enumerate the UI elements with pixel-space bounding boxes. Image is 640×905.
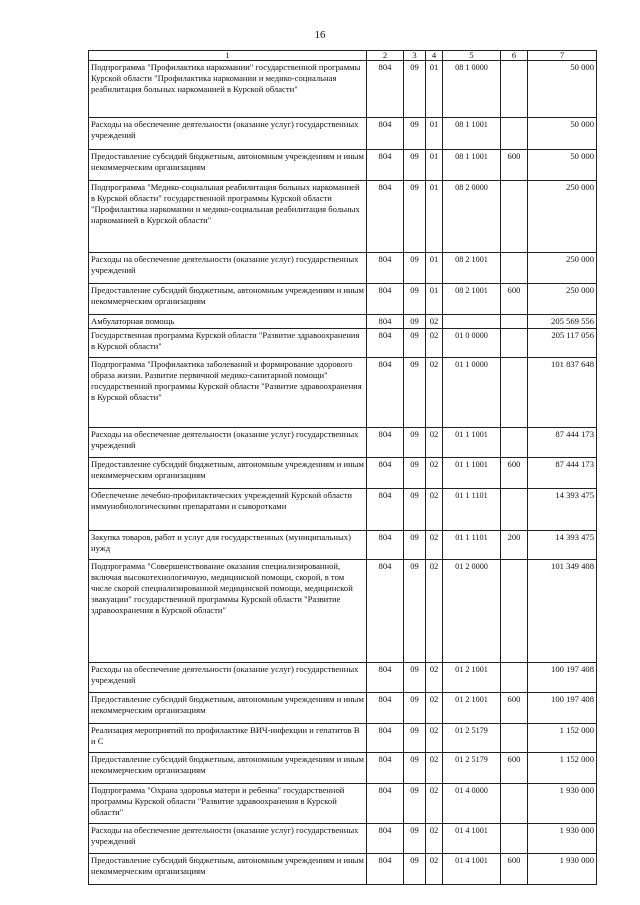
row-amount-cell: 205 569 556 <box>528 315 597 329</box>
row-subsection-cell: 02 <box>426 358 443 428</box>
header-cell: 1 <box>89 51 367 61</box>
row-amount-cell: 205 117 056 <box>528 329 597 358</box>
row-name-cell: Предоставление субсидий бюджетным, автономным учреждениям и иным некоммерческим организациям <box>89 284 367 315</box>
row-amount-cell: 50 000 <box>528 61 597 118</box>
row-name-cell: Предоставление субсидий бюджетным, автономным учреждениям и иным некоммерческим организациям <box>89 693 367 724</box>
row-name-cell: Подпрограмма "Охрана здоровья матери и ребенка" государственной программы Курской области "Развитие здравоохранения в Курской области" <box>89 784 367 824</box>
row-target-article-cell: 01 2 1001 <box>443 693 501 724</box>
row-amount-cell: 100 197 408 <box>528 693 597 724</box>
row-name-cell: Закупка товаров, работ и услуг для государственных (муниципальных) нужд <box>89 531 367 560</box>
table-row <box>89 61 597 118</box>
table-row <box>89 724 597 753</box>
table-row <box>89 329 597 358</box>
row-expense-type-cell: 600 <box>501 458 528 489</box>
row-subsection-cell: 01 <box>426 61 443 118</box>
row-section-cell: 09 <box>404 428 426 458</box>
row-name-cell: Предоставление субсидий бюджетным, автономным учреждениям и иным некоммерческим организациям <box>89 753 367 784</box>
row-name-cell: Подпрограмма "Медико-социальная реабилитация больных наркоманией в Курской области" государственной программы Курской области "Профилактика наркомании и медико-социальная реабилитация больных наркоманией в Курской области" <box>89 181 367 253</box>
row-name-cell: Подпрограмма "Профилактика наркомании" государственной программы Курской области "Профилактика наркомании и медико-социальная реабилитация больных наркоманией в Курской области" <box>89 61 367 118</box>
row-amount-cell: 101 837 648 <box>528 358 597 428</box>
table-row <box>89 118 597 150</box>
row-amount-cell: 250 000 <box>528 284 597 315</box>
row-expense-type-cell <box>501 824 528 854</box>
row-grbs-cell: 804 <box>367 560 404 663</box>
row-amount-cell: 50 000 <box>528 150 597 181</box>
row-target-article-cell: 01 1 1001 <box>443 428 501 458</box>
row-amount-cell: 250 000 <box>528 253 597 284</box>
row-section-cell: 09 <box>404 560 426 663</box>
row-expense-type-cell: 600 <box>501 284 528 315</box>
row-amount-cell: 50 000 <box>528 118 597 150</box>
header-cell: 2 <box>367 51 404 61</box>
row-target-article-cell: 01 2 5179 <box>443 724 501 753</box>
row-grbs-cell: 804 <box>367 315 404 329</box>
table-row <box>89 824 597 854</box>
row-section-cell: 09 <box>404 824 426 854</box>
row-expense-type-cell <box>501 181 528 253</box>
table-row <box>89 854 597 885</box>
row-target-article-cell: 01 0 0000 <box>443 329 501 358</box>
row-name-cell: Амбулаторная помощь <box>89 315 367 329</box>
header-cell: 7 <box>528 51 597 61</box>
row-name-cell: Подпрограмма "Профилактика заболеваний и формирование здорового образа жизни. Развитие первичной медико-санитарной помощи" государственной программы Курской области "Развитие здравоохранения в Курской области" <box>89 358 367 428</box>
header-row <box>89 51 597 61</box>
row-section-cell: 09 <box>404 531 426 560</box>
table-row <box>89 753 597 784</box>
row-grbs-cell: 804 <box>367 458 404 489</box>
table-row <box>89 489 597 531</box>
table-row <box>89 181 597 253</box>
row-grbs-cell: 804 <box>367 784 404 824</box>
row-section-cell: 09 <box>404 753 426 784</box>
table-row <box>89 150 597 181</box>
row-section-cell: 09 <box>404 663 426 693</box>
table-row <box>89 253 597 284</box>
header-cell: 4 <box>426 51 443 61</box>
row-section-cell: 09 <box>404 181 426 253</box>
row-subsection-cell: 02 <box>426 693 443 724</box>
row-grbs-cell: 804 <box>367 118 404 150</box>
row-expense-type-cell <box>501 724 528 753</box>
row-section-cell: 09 <box>404 693 426 724</box>
table-row <box>89 560 597 663</box>
row-grbs-cell: 804 <box>367 824 404 854</box>
row-target-article-cell: 01 4 0000 <box>443 784 501 824</box>
row-expense-type-cell <box>501 253 528 284</box>
row-expense-type-cell <box>501 61 528 118</box>
page-number: 16 <box>314 29 326 41</box>
row-grbs-cell: 804 <box>367 329 404 358</box>
row-expense-type-cell: 200 <box>501 531 528 560</box>
budget-table <box>88 50 597 885</box>
row-section-cell: 09 <box>404 854 426 885</box>
row-subsection-cell: 02 <box>426 531 443 560</box>
row-amount-cell: 87 444 173 <box>528 428 597 458</box>
row-name-cell: Предоставление субсидий бюджетным, автономным учреждениям и иным некоммерческим организациям <box>89 854 367 885</box>
row-section-cell: 09 <box>404 724 426 753</box>
table-row <box>89 428 597 458</box>
row-subsection-cell: 01 <box>426 118 443 150</box>
row-subsection-cell: 02 <box>426 753 443 784</box>
row-target-article-cell: 01 1 1101 <box>443 489 501 531</box>
row-grbs-cell: 804 <box>367 428 404 458</box>
row-expense-type-cell <box>501 428 528 458</box>
row-grbs-cell: 804 <box>367 253 404 284</box>
row-target-article-cell: 08 2 1001 <box>443 253 501 284</box>
row-section-cell: 09 <box>404 315 426 329</box>
table-row <box>89 284 597 315</box>
row-subsection-cell: 02 <box>426 458 443 489</box>
row-target-article-cell <box>443 315 501 329</box>
row-target-article-cell: 01 1 1101 <box>443 531 501 560</box>
table-row <box>89 784 597 824</box>
row-section-cell: 09 <box>404 784 426 824</box>
row-expense-type-cell <box>501 329 528 358</box>
row-expense-type-cell <box>501 489 528 531</box>
row-target-article-cell: 01 4 1001 <box>443 854 501 885</box>
row-target-article-cell: 08 1 1001 <box>443 118 501 150</box>
row-expense-type-cell: 600 <box>501 693 528 724</box>
row-amount-cell: 101 349 408 <box>528 560 597 663</box>
row-subsection-cell: 02 <box>426 824 443 854</box>
row-target-article-cell: 08 1 1001 <box>443 150 501 181</box>
row-subsection-cell: 01 <box>426 253 443 284</box>
row-expense-type-cell <box>501 784 528 824</box>
row-grbs-cell: 804 <box>367 693 404 724</box>
row-expense-type-cell: 600 <box>501 150 528 181</box>
row-subsection-cell: 02 <box>426 663 443 693</box>
header-cell: 3 <box>404 51 426 61</box>
row-grbs-cell: 804 <box>367 753 404 784</box>
header-cell: 5 <box>443 51 501 61</box>
row-expense-type-cell: 600 <box>501 753 528 784</box>
row-amount-cell: 1 930 000 <box>528 784 597 824</box>
row-section-cell: 09 <box>404 253 426 284</box>
row-grbs-cell: 804 <box>367 854 404 885</box>
table-row <box>89 531 597 560</box>
row-section-cell: 09 <box>404 458 426 489</box>
row-subsection-cell: 01 <box>426 181 443 253</box>
row-subsection-cell: 02 <box>426 489 443 531</box>
table-row <box>89 458 597 489</box>
row-subsection-cell: 02 <box>426 428 443 458</box>
row-amount-cell: 250 000 <box>528 181 597 253</box>
row-amount-cell: 14 393 475 <box>528 489 597 531</box>
row-section-cell: 09 <box>404 118 426 150</box>
row-name-cell: Предоставление субсидий бюджетным, автономным учреждениям и иным некоммерческим организациям <box>89 458 367 489</box>
row-section-cell: 09 <box>404 150 426 181</box>
row-section-cell: 09 <box>404 329 426 358</box>
row-subsection-cell: 01 <box>426 150 443 181</box>
row-target-article-cell: 08 2 0000 <box>443 181 501 253</box>
row-name-cell: Реализация мероприятий по профилактике ВИЧ-инфекции и гепатитов В и С <box>89 724 367 753</box>
row-expense-type-cell <box>501 315 528 329</box>
row-target-article-cell: 01 1 1001 <box>443 458 501 489</box>
row-name-cell: Государственная программа Курской области "Развитие здравоохранения в Курской области" <box>89 329 367 358</box>
header-cell: 6 <box>501 51 528 61</box>
row-expense-type-cell <box>501 560 528 663</box>
row-expense-type-cell <box>501 358 528 428</box>
row-name-cell: Подпрограмма "Совершенствование оказания специализированной, включая высокотехнологичную, медицинской помощи, скорой, в том числе скорой специализированной медицинской помощи, медицинской эвакуации" государственной программы Курской области "Развитие здравоохранения в Курской области" <box>89 560 367 663</box>
row-grbs-cell: 804 <box>367 61 404 118</box>
row-name-cell: Расходы на обеспечение деятельности (оказание услуг) государственных учреждений <box>89 663 367 693</box>
row-grbs-cell: 804 <box>367 181 404 253</box>
row-target-article-cell: 08 1 0000 <box>443 61 501 118</box>
row-target-article-cell: 01 2 5179 <box>443 753 501 784</box>
row-name-cell: Расходы на обеспечение деятельности (оказание услуг) государственных учреждений <box>89 118 367 150</box>
row-section-cell: 09 <box>404 284 426 315</box>
row-amount-cell: 1 152 000 <box>528 753 597 784</box>
row-target-article-cell: 01 1 0000 <box>443 358 501 428</box>
row-amount-cell: 14 393 475 <box>528 531 597 560</box>
row-grbs-cell: 804 <box>367 663 404 693</box>
row-subsection-cell: 02 <box>426 560 443 663</box>
row-subsection-cell: 02 <box>426 784 443 824</box>
row-expense-type-cell: 600 <box>501 854 528 885</box>
table-row <box>89 358 597 428</box>
row-name-cell: Расходы на обеспечение деятельности (оказание услуг) государственных учреждений <box>89 428 367 458</box>
row-section-cell: 09 <box>404 489 426 531</box>
row-name-cell: Расходы на обеспечение деятельности (оказание услуг) государственных учреждений <box>89 253 367 284</box>
row-grbs-cell: 804 <box>367 358 404 428</box>
row-grbs-cell: 804 <box>367 150 404 181</box>
row-grbs-cell: 804 <box>367 489 404 531</box>
row-name-cell: Расходы на обеспечение деятельности (оказание услуг) государственных учреждений <box>89 824 367 854</box>
row-target-article-cell: 01 2 0000 <box>443 560 501 663</box>
row-amount-cell: 87 444 173 <box>528 458 597 489</box>
row-subsection-cell: 02 <box>426 854 443 885</box>
row-name-cell: Предоставление субсидий бюджетным, автономным учреждениям и иным некоммерческим организациям <box>89 150 367 181</box>
row-grbs-cell: 804 <box>367 284 404 315</box>
row-subsection-cell: 01 <box>426 284 443 315</box>
row-target-article-cell: 01 2 1001 <box>443 663 501 693</box>
row-expense-type-cell <box>501 118 528 150</box>
row-expense-type-cell <box>501 663 528 693</box>
row-subsection-cell: 02 <box>426 315 443 329</box>
table-row <box>89 693 597 724</box>
row-subsection-cell: 02 <box>426 329 443 358</box>
table-row <box>89 315 597 329</box>
row-subsection-cell: 02 <box>426 724 443 753</box>
row-grbs-cell: 804 <box>367 531 404 560</box>
row-amount-cell: 1 930 000 <box>528 854 597 885</box>
row-section-cell: 09 <box>404 358 426 428</box>
table-row <box>89 663 597 693</box>
row-target-article-cell: 08 2 1001 <box>443 284 501 315</box>
row-name-cell: Обеспечение лечебно-профилактических учреждений Курской области иммунобиологическими препаратами и сыворотками <box>89 489 367 531</box>
row-target-article-cell: 01 4 1001 <box>443 824 501 854</box>
row-section-cell: 09 <box>404 61 426 118</box>
row-amount-cell: 1 152 000 <box>528 724 597 753</box>
row-amount-cell: 1 930 000 <box>528 824 597 854</box>
row-grbs-cell: 804 <box>367 724 404 753</box>
row-amount-cell: 100 197 408 <box>528 663 597 693</box>
